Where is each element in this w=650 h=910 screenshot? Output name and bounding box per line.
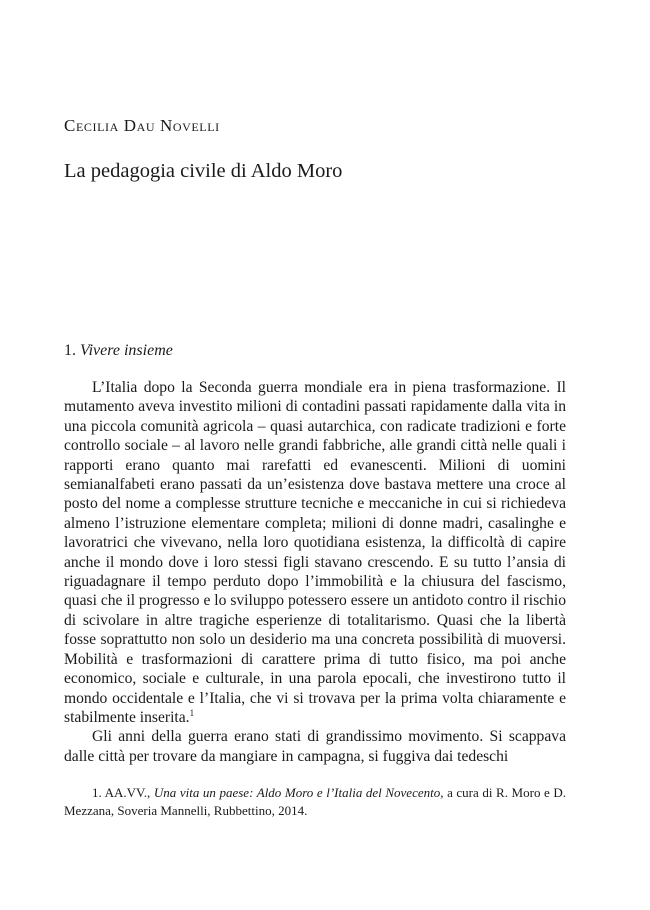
footnote-number: 1. (92, 785, 102, 800)
author-name: Cecilia Dau Novelli (64, 116, 220, 135)
paragraph: Gli anni della guerra erano stati di grandissimo movimento. Si scappava dalle città per trovare da mangiare in campagna, si fuggiva dai tedeschi (64, 728, 566, 765)
footnote-citation: , a cura di R. Moro e D. Mezzana, Soveria Mannelli, Rubbettino, 2014. (64, 785, 567, 818)
body-text (64, 378, 566, 766)
footnote-reference[interactable]: 1 (189, 707, 195, 718)
footnote-authors: AA.VV., (104, 785, 151, 800)
chapter-title: La pedagogia civile di Aldo Moro (64, 160, 343, 182)
footnote (64, 784, 566, 819)
paragraph (64, 378, 566, 727)
section-number: 1. (64, 342, 76, 359)
footnote-work-title: Una vita un paese: Aldo Moro e l’Italia del Novecento (153, 785, 441, 800)
section-title: Vivere insieme (80, 342, 173, 359)
paragraph-text: L’Italia dopo la Seconda guerra mondiale era in piena trasformazione. Il mutamento aveva investito milioni di contadini passati rapidamente dalla vita in una piccola comunità agricola – quasi autarchica, con radicate tradizioni e forte controllo sociale – al lavoro nelle grandi fabbriche, alle grandi città nelle quali i rapporti erano quanto mai rarefatti ed evanescenti. Milioni di uomini semianalfabeti erano passati da un’esistenza dove bastava mettere una croce al posto del nome a complesse strutture tecniche e meccaniche in cui si richiedeva almeno l’istruzione elementare completa; milioni di donne madri, casalinghe e lavoratrici che vivevano, nella loro quotidiana esistenza, la difficoltà di capire anche il mondo dove i loro stessi figli stavano crescendo. E su tutto l’ansia di riguadagnare il tempo perduto dopo l’immobilità e la chiusura del fascismo, quasi che il progresso e lo sviluppo potessero essere un antidoto contro il rischio di scivolare in altre tragiche esperienze di totalitarismo. Quasi che la libertà fosse soprattutto non solo un desiderio ma una concreta possibilità di muoversi. Mobilità e trasformazioni di carattere prima di tutto fisico, ma poi anche economico, sociale e culturale, in una parola epocali, che investirono tutto il mondo occidentale e l’Italia, che vi si trovava per la prima volta chiaramente e stabilmente inserita. (64, 379, 566, 726)
section-heading (64, 342, 173, 360)
